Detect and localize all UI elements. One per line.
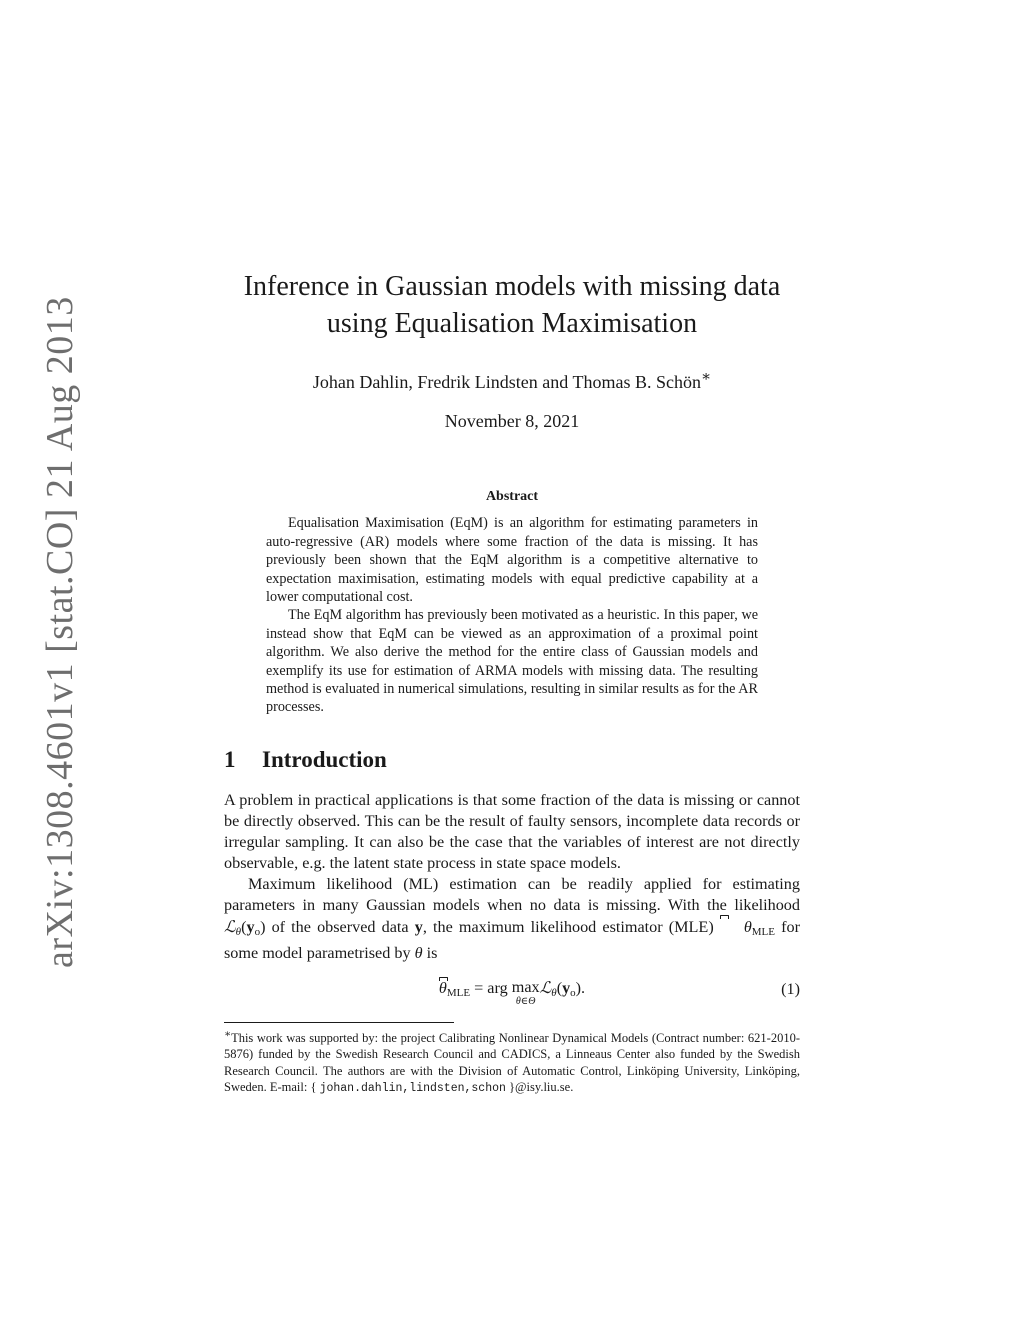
paper-page <box>224 268 800 1098</box>
argmax-operator <box>512 978 540 1007</box>
paren: ( <box>556 978 563 997</box>
theta-hat-symbol: θ <box>720 917 752 938</box>
equation-body <box>439 978 585 1007</box>
publication-date: November 8, 2021 <box>444 411 580 431</box>
theta-subscript: θ <box>235 925 242 938</box>
theta-symbol: θ <box>414 943 423 962</box>
equation-end: ). <box>575 978 586 997</box>
arxiv-identifier-stamp: arXiv:1308.4601v1 [stat.CO] 21 Aug 2013 <box>39 296 81 968</box>
paren: ) <box>260 917 266 936</box>
footnote-mark: ∗ <box>224 1028 232 1040</box>
mle-subscript: MLE <box>751 925 776 938</box>
equation-equals-arg: = arg <box>470 978 508 997</box>
title-line-1: Inference in Gaussian models with missing data <box>243 271 781 302</box>
author-footnote-mark[interactable]: ∗ <box>700 369 712 385</box>
likelihood-symbol: ℒ <box>224 916 236 936</box>
section-number: 1 <box>224 746 236 772</box>
y-symbol: y <box>414 917 423 936</box>
o-subscript: o <box>570 986 576 999</box>
intro-p2-text: Maximum likelihood (ML) estimation can be readily applied for estimating parameters in many Gaussian models when no data is missing. With the likelihood <box>224 874 800 914</box>
intro-p2-text: , the maximum likelihood estimator (MLE) <box>422 917 720 936</box>
y-symbol: y <box>246 917 255 936</box>
theta-subscript: θ <box>551 986 557 999</box>
intro-p2-text: of the observed data <box>265 917 415 936</box>
footnote <box>224 1027 800 1098</box>
footnote-text: This work was supported by: the project Calibrating Nonlinear Dynamical Models (Contract number: 621-2010-5876) funded by the Swedish Research Council and CADICS, a Linneaus Center also funded by the Swedish Research Council. The authors are with the Division of Automatic Control, Linköping University, Linköping, Sweden. E-mail: { <box>224 1031 800 1095</box>
introduction-body <box>224 790 800 964</box>
paren: ( <box>241 917 247 936</box>
intro-p2-text: for some model parametrised by <box>224 917 801 962</box>
max-domain: θ∈Θ <box>515 995 536 1007</box>
title-line-2: using Equalisation Maximisation <box>326 308 698 339</box>
theta-hat-symbol: θ <box>438 978 447 997</box>
section-heading-introduction <box>224 747 800 773</box>
paper-title <box>224 268 800 342</box>
abstract-heading: Abstract <box>485 489 539 504</box>
footnote-email-domain: }@isy.liu.se. <box>509 1080 574 1095</box>
intro-p2-text: is <box>422 943 438 962</box>
equation-1 <box>224 978 800 1008</box>
abstract-paragraph: The EqM algorithm has previously been motivated as a heuristic. In this paper, we instead show that EqM can be viewed as an approximation of a proximal point algorithm. We also derive the method for the entire class of Gaussian models and exemplify its use for estimation of ARMA models with missing data. The resulting method is evaluated in numerical simulations, resulting in similar results as for the AR processes. <box>266 607 758 716</box>
o-subscript: o <box>254 925 261 938</box>
intro-paragraph-1: A problem in practical applications is that some fraction of the data is missing or cannot be directly observed. This can be the result of faulty sensors, incomplete data records or irregular sampling. It can also be the case that the variables of interest are not directly observable, e.g. the latent state process in state space models. <box>224 790 800 872</box>
section-title: Introduction <box>262 746 387 772</box>
footnote-emails[interactable]: johan.dahlin,lindsten,schon <box>319 1082 506 1096</box>
y-symbol: y <box>562 978 571 997</box>
author-list <box>224 367 800 393</box>
footnote-divider <box>224 1022 454 1023</box>
max-label: max <box>511 977 540 996</box>
author-names: Johan Dahlin, Fredrik Lindsten and Thomas B. Schön <box>312 372 701 392</box>
intro-paragraph-2 <box>224 874 800 964</box>
abstract <box>266 488 758 717</box>
equation-number[interactable]: (1) <box>781 979 800 998</box>
likelihood-symbol: ℒ <box>539 977 552 997</box>
mle-subscript: MLE <box>446 986 471 999</box>
abstract-paragraph: Equalisation Maximisation (EqM) is an algorithm for estimating parameters in auto-regressive (AR) models where some fraction of the data is missing. It has previously been shown that the EqM algorithm is a competitive alternative to expectation maximisation, estimating models with equal predictive capability at a lower computational cost. <box>266 515 758 606</box>
